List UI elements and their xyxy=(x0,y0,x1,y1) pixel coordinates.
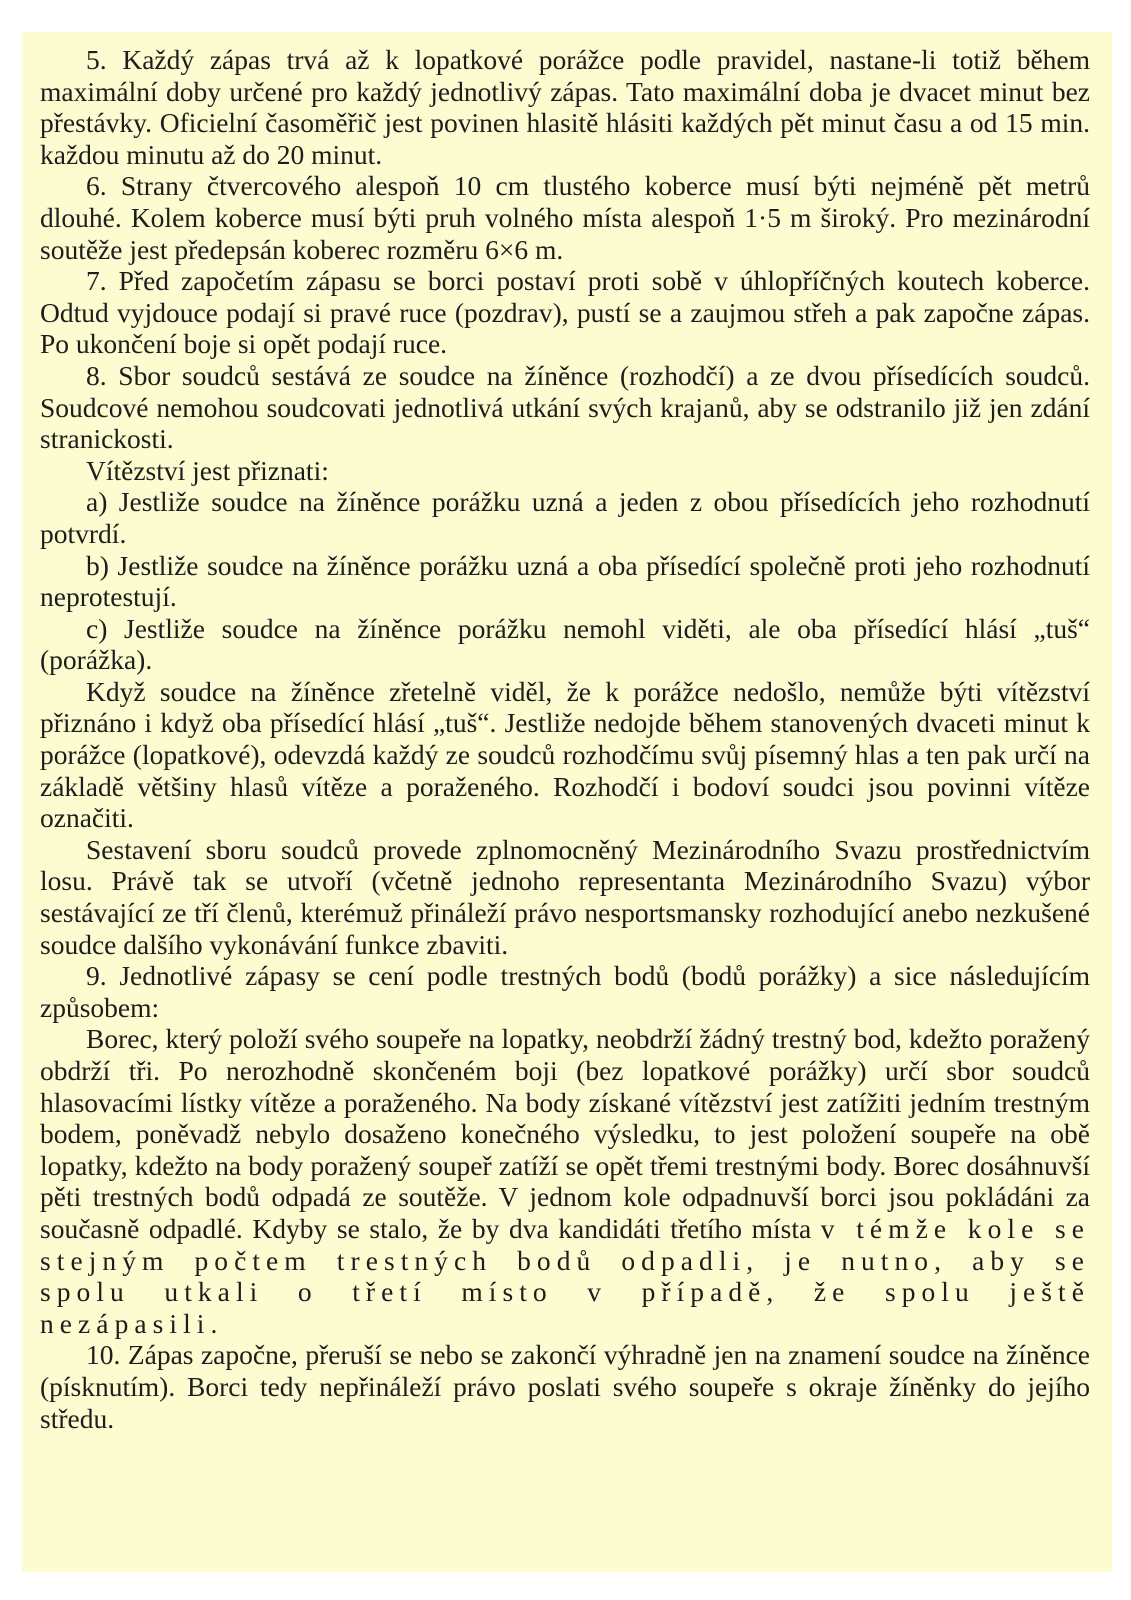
paragraph-10: 10. Zápas započne, přeruší se nebo se zakončí výhradně jen na znamení soudce na žíněnce (písknutím). Borci tedy nepřináleží právo poslati svého soupeře s okraje žíněnky do jejího středu. xyxy=(40,1339,1090,1434)
paragraph-9: 9. Jednotlivé zápasy se cení podle trestných bodů (bodů porážky) a sice následujícím způsobem: xyxy=(40,960,1090,1023)
paragraph-victory-a: a) Jestliže soudce na žíněnce porážku uzná a jeden z obou přísedících jeho rozhodnutí potvrdí. xyxy=(40,486,1090,549)
paragraph-judges-board: Sestavení sboru soudců provede zplnomocněný Mezinárodního Svazu prostřednictvím losu. Právě tak se utvoří (včetně jednoho representanta Mezinárodního Svazu) výbor sestávající ze tří členů, kterémuž přináleží právo nesportsmansky rozhodující anebo nezkušené soudce dalšího vykonávání funkce zbaviti. xyxy=(40,833,1090,960)
page-text xyxy=(40,44,1090,1434)
paragraph-clear-view: Když soudce na žíněnce zřetelně viděl, že k porážce nedošlo, nemůže býti vítězství přiznáno i když oba přísedící hlásí „tuš“. Jestliže nedojde během stanovených dvaceti minut k porážce (lopatkové), odevzdá každý ze soudců rozhodčímu svůj písemný hlas a ten pak určí na základě většiny hlasů vítěze a poraženého. Rozhodčí i bodoví soudci jsou povinni vítěze označiti. xyxy=(40,675,1090,834)
paragraph-7: 7. Před započetím zápasu se borci postaví proti sobě v úhlopříčných koutech koberce. Odtud vyjdouce podají si pravé ruce (pozdrav), pustí se a zaujmou střeh a pak započne zápas. Po ukončení boje si opět podají ruce. xyxy=(40,265,1090,360)
paragraph-victory-c: c) Jestliže soudce na žíněnce porážku nemohl viděti, ale oba přísedící hlásí „tuš“ (porážka). xyxy=(40,612,1090,676)
paragraph-victory-intro: Vítězství jest přiznati: xyxy=(86,454,329,486)
scanned-page xyxy=(22,32,1112,1572)
paragraph-8: 8. Sbor soudců sestává ze soudce na žíněnce (rozhodčí) a ze dvou přísedících soudců. Soudcové nemohou soudcovati jednotlivá utkání svých krajanů, aby se odstranilo již jen zdání stranickosti. xyxy=(40,359,1090,455)
paragraph-borec xyxy=(40,1023,1090,1339)
paragraph-borec-spaced-text: v témže kole se stejným počtem trestných bodů odpadli, je nutno, aby se spolu utkali o třetí místo v případě, že spolu ještě nezápasili. xyxy=(40,1212,1091,1339)
paragraph-6: 6. Strany čtvercového alespoň 10 cm tlustého koberce musí býti nejméně pět metrů dlouhé. Kolem koberce musí býti pruh volného místa alespoň 1·5 m široký. Pro mezinárodní soutěže jest předepsán koberec rozměru 6×6 m. xyxy=(40,170,1090,265)
paragraph-victory-b: b) Jestliže soudce na žíněnce porážku uzná a oba přísedící společně proti jeho rozhodnutí neprotestují. xyxy=(40,549,1090,613)
paragraph-5: 5. Každý zápas trvá až k lopatkové porážce podle pravidel, nastane-li totiž během maximální doby určené pro každý jednotlivý zápas. Tato maximální doba je dvacet minut bez přestávky. Oficielní časoměřič jest povinen hlasitě hlásiti každých pět minut času a od 15 min. každou minutu až do 20 minut. xyxy=(40,44,1090,170)
paragraph-borec-text: Borec, který položí svého soupeře na lopatky, neobdrží žádný trestný bod, kdežto poražený obdrží tři. Po nerozhodně skončeném boji (bez lopatkové porážky) určí sbor soudců hlasovacími lístky vítěze a poraženého. Na body získané vítězství jest zatížiti jedním trestným bodem, poněvadž nebylo dosaženo konečného výsledku, to jest položení soupeře na obě lopatky, kdežto na body poražený soupeř zatíží se opět třemi trestnými body. Borec dosáhnuvší pěti trestných bodů odpadá ze soutěže. V jednom kole odpadnuvší borci jsou pokládáni za současně odpadlé. Kdyby se stalo, že by dva kandidáti třetího místa xyxy=(40,1023,1090,1244)
